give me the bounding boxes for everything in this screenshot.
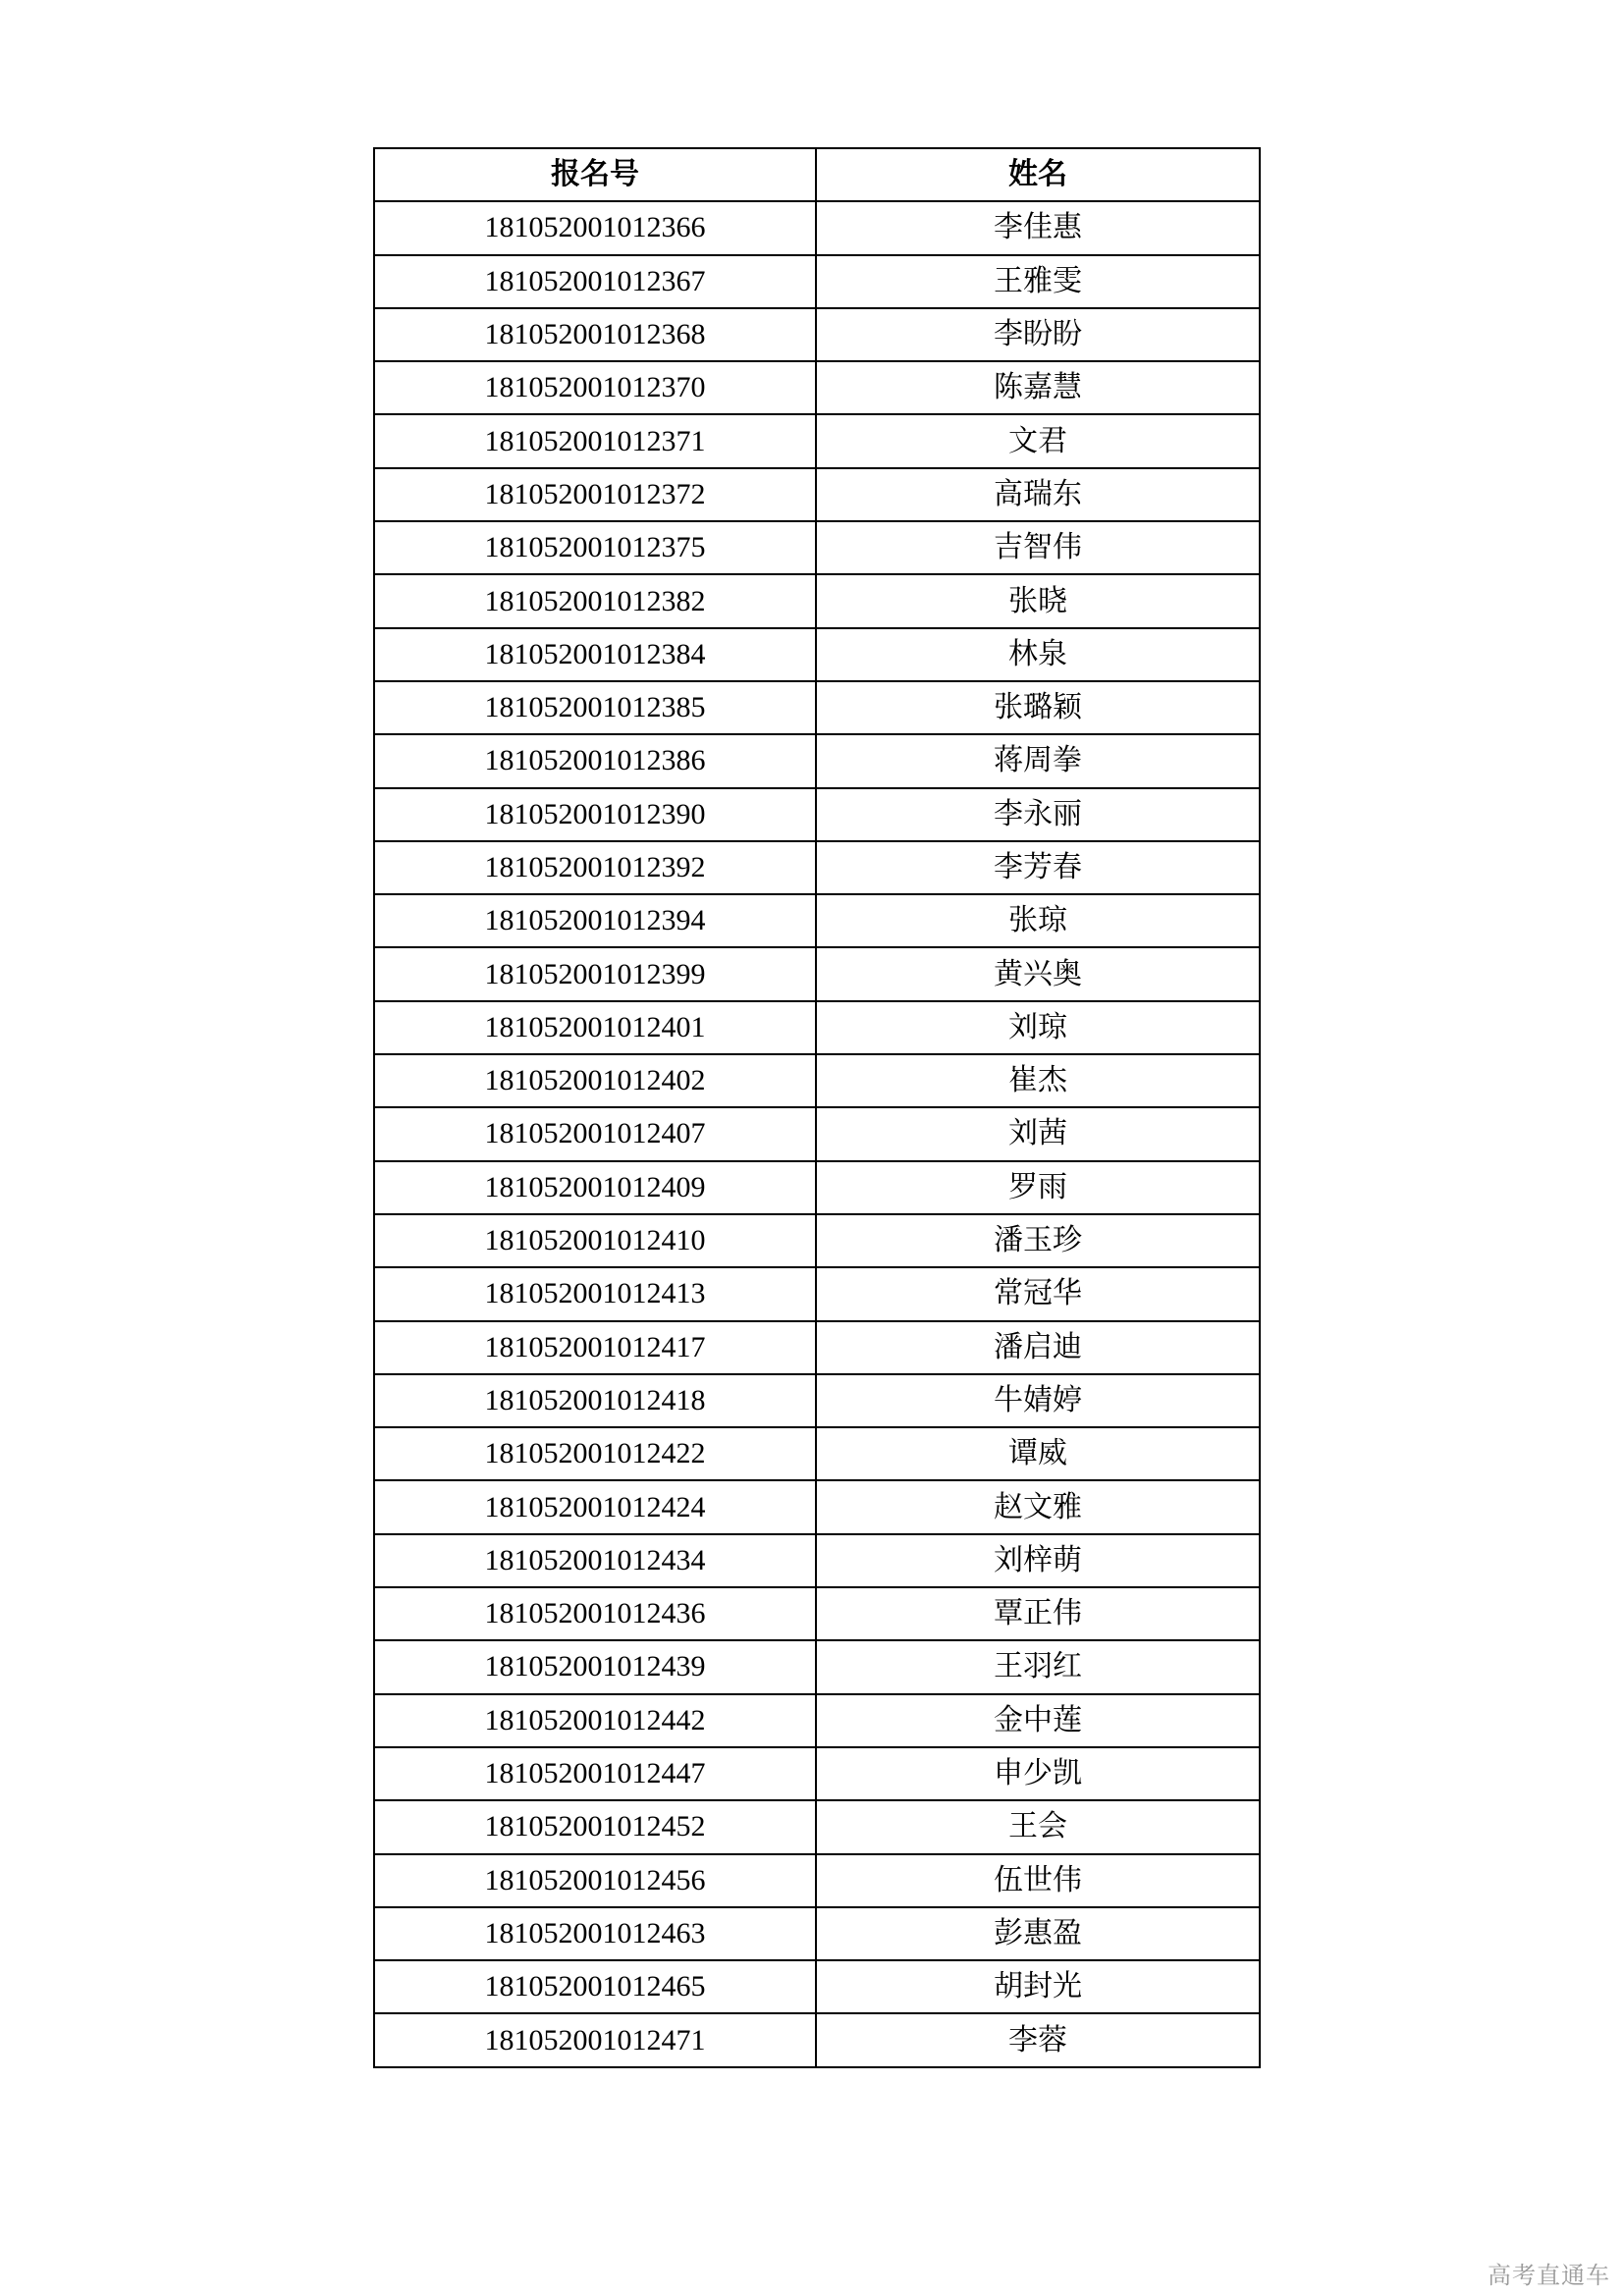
table-row (374, 255, 1260, 308)
registration-number-cell: 181052001012382 (374, 574, 816, 627)
table-row (374, 1587, 1260, 1640)
registration-number-cell: 181052001012385 (374, 681, 816, 734)
table-row (374, 1374, 1260, 1427)
table-row (374, 1694, 1260, 1747)
name-cell: 吉智伟 (816, 521, 1260, 574)
registration-number-cell: 181052001012422 (374, 1427, 816, 1480)
name-cell: 林泉 (816, 628, 1260, 681)
registration-number-cell: 181052001012386 (374, 734, 816, 787)
name-cell: 李蓉 (816, 2013, 1260, 2066)
registration-number-cell: 181052001012371 (374, 414, 816, 467)
table-row (374, 308, 1260, 361)
name-cell: 刘茜 (816, 1107, 1260, 1160)
name-cell: 罗雨 (816, 1161, 1260, 1214)
table-row (374, 201, 1260, 254)
table-row (374, 2013, 1260, 2066)
registration-number-cell: 181052001012394 (374, 894, 816, 947)
registration-number-cell: 181052001012390 (374, 788, 816, 841)
registration-number-cell: 181052001012402 (374, 1054, 816, 1107)
table-row (374, 1001, 1260, 1054)
table-row (374, 414, 1260, 467)
name-cell: 黄兴奥 (816, 947, 1260, 1000)
registration-number-cell: 181052001012367 (374, 255, 816, 308)
name-cell: 刘琼 (816, 1001, 1260, 1054)
registration-number-cell: 181052001012447 (374, 1747, 816, 1800)
registration-number-cell: 181052001012456 (374, 1854, 816, 1907)
table-row (374, 1321, 1260, 1374)
table-row (374, 521, 1260, 574)
table-row (374, 1640, 1260, 1693)
name-cell: 金中莲 (816, 1694, 1260, 1747)
name-cell: 覃正伟 (816, 1587, 1260, 1640)
name-cell: 王会 (816, 1800, 1260, 1853)
watermark-text: 高考直通车 (1488, 2262, 1610, 2289)
name-cell: 李盼盼 (816, 308, 1260, 361)
name-cell: 潘启迪 (816, 1321, 1260, 1374)
table-header-row (374, 148, 1260, 201)
table-row (374, 1907, 1260, 1960)
registration-number-cell: 181052001012372 (374, 468, 816, 521)
name-cell: 李佳惠 (816, 201, 1260, 254)
name-cell: 王羽红 (816, 1640, 1260, 1693)
header-name: 姓名 (816, 148, 1260, 201)
name-cell: 陈嘉慧 (816, 361, 1260, 414)
name-cell: 蒋周拳 (816, 734, 1260, 787)
name-cell: 张晓 (816, 574, 1260, 627)
roster-table (373, 147, 1261, 2068)
name-cell: 胡封光 (816, 1960, 1260, 2013)
registration-number-cell: 181052001012366 (374, 201, 816, 254)
name-cell: 申少凯 (816, 1747, 1260, 1800)
name-cell: 李永丽 (816, 788, 1260, 841)
table-row (374, 734, 1260, 787)
registration-number-cell: 181052001012370 (374, 361, 816, 414)
registration-number-cell: 181052001012375 (374, 521, 816, 574)
registration-number-cell: 181052001012424 (374, 1480, 816, 1533)
registration-number-cell: 181052001012399 (374, 947, 816, 1000)
registration-number-cell: 181052001012463 (374, 1907, 816, 1960)
table-row (374, 361, 1260, 414)
header-registration-number: 报名号 (374, 148, 816, 201)
table-row (374, 1800, 1260, 1853)
name-cell: 王雅雯 (816, 255, 1260, 308)
name-cell: 彭惠盈 (816, 1907, 1260, 1960)
registration-number-cell: 181052001012442 (374, 1694, 816, 1747)
registration-number-cell: 181052001012413 (374, 1267, 816, 1320)
name-cell: 高瑞东 (816, 468, 1260, 521)
registration-number-cell: 181052001012368 (374, 308, 816, 361)
table-row (374, 1214, 1260, 1267)
name-cell: 李芳春 (816, 841, 1260, 894)
registration-number-cell: 181052001012452 (374, 1800, 816, 1853)
registration-number-cell: 181052001012384 (374, 628, 816, 681)
table-row (374, 1161, 1260, 1214)
name-cell: 伍世伟 (816, 1854, 1260, 1907)
registration-number-cell: 181052001012465 (374, 1960, 816, 2013)
registration-number-cell: 181052001012401 (374, 1001, 816, 1054)
table-row (374, 1747, 1260, 1800)
name-cell: 牛婧婷 (816, 1374, 1260, 1427)
table-body (374, 201, 1260, 2066)
table-row (374, 1267, 1260, 1320)
name-cell: 崔杰 (816, 1054, 1260, 1107)
table-row (374, 1107, 1260, 1160)
registration-number-cell: 181052001012436 (374, 1587, 816, 1640)
table-row (374, 788, 1260, 841)
registration-number-cell: 181052001012407 (374, 1107, 816, 1160)
table-row (374, 681, 1260, 734)
table-row (374, 1427, 1260, 1480)
table-row (374, 574, 1260, 627)
registration-number-cell: 181052001012471 (374, 2013, 816, 2066)
registration-number-cell: 181052001012434 (374, 1534, 816, 1587)
name-cell: 张璐颖 (816, 681, 1260, 734)
table-row (374, 841, 1260, 894)
table-row (374, 1480, 1260, 1533)
name-cell: 刘梓萌 (816, 1534, 1260, 1587)
registration-number-cell: 181052001012409 (374, 1161, 816, 1214)
name-cell: 赵文雅 (816, 1480, 1260, 1533)
table-row (374, 468, 1260, 521)
registration-number-cell: 181052001012410 (374, 1214, 816, 1267)
name-cell: 张琼 (816, 894, 1260, 947)
table-row (374, 947, 1260, 1000)
table-row (374, 894, 1260, 947)
registration-number-cell: 181052001012392 (374, 841, 816, 894)
name-cell: 潘玉珍 (816, 1214, 1260, 1267)
table-row (374, 1054, 1260, 1107)
registration-number-cell: 181052001012439 (374, 1640, 816, 1693)
registration-number-cell: 181052001012418 (374, 1374, 816, 1427)
table-row (374, 1960, 1260, 2013)
registration-number-cell: 181052001012417 (374, 1321, 816, 1374)
table-row (374, 628, 1260, 681)
table-row (374, 1854, 1260, 1907)
name-cell: 文君 (816, 414, 1260, 467)
table-row (374, 1534, 1260, 1587)
name-cell: 常冠华 (816, 1267, 1260, 1320)
name-cell: 谭威 (816, 1427, 1260, 1480)
